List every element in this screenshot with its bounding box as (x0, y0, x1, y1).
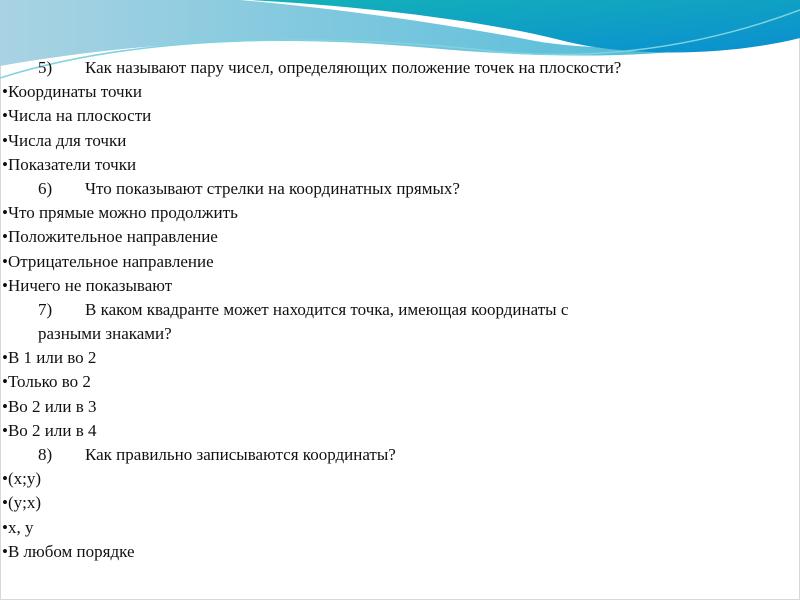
bullet: • (2, 396, 8, 416)
bullet: • (2, 372, 8, 392)
bullet: • (2, 154, 8, 174)
question-number: 6) (38, 178, 53, 198)
option-text: Положительное направление (7, 227, 218, 247)
bullet: • (2, 203, 8, 223)
option-text: Что прямые можно продолжить (7, 203, 238, 223)
option (0, 104, 800, 128)
option-text: Числа для точки (7, 130, 127, 150)
bullet: • (2, 493, 8, 513)
bullet: • (2, 106, 8, 126)
option-text: Во 2 или в 4 (7, 420, 97, 440)
question-number: 8) (38, 445, 53, 464)
bullet: • (2, 541, 8, 561)
option-text: Координаты точки (7, 82, 142, 102)
option-text: Числа на плоскости (7, 106, 152, 126)
bullet: • (2, 82, 8, 102)
option (0, 419, 800, 443)
bullet: • (2, 130, 8, 150)
question-number: 5) (38, 58, 53, 77)
option-text: Показатели точки (7, 154, 137, 174)
bullet: • (2, 469, 8, 489)
option (0, 129, 800, 153)
option-text: Отрицательное направление (7, 251, 214, 271)
option (0, 274, 800, 298)
question-text: В каком квадранте может находится точка, имеющая координаты с (85, 299, 569, 319)
option-text: (x;y) (7, 469, 41, 489)
question-number: 7) (38, 299, 53, 319)
question-5 (0, 56, 800, 80)
question-8 (0, 443, 800, 467)
option-text: x, y (7, 517, 34, 537)
option (0, 201, 800, 225)
option (0, 516, 800, 540)
option (0, 395, 800, 419)
bullet: • (2, 420, 8, 440)
option (0, 346, 800, 370)
bullet: • (2, 275, 8, 295)
option (0, 540, 800, 564)
question-6 (0, 177, 800, 201)
question-text: Как правильно записываются координаты? (85, 445, 396, 464)
bullet: • (2, 348, 8, 368)
question-text: Как называют пару чисел, определяющих положение точек на плоскости? (85, 58, 622, 77)
option (0, 250, 800, 274)
option (0, 491, 800, 515)
question-7 (0, 298, 800, 322)
option-text: Во 2 или в 3 (7, 396, 97, 416)
bullet: • (2, 251, 8, 271)
option (0, 80, 800, 104)
question-text: Что показывают стрелки на координатных прямых? (85, 178, 460, 198)
option-text: Только во 2 (7, 372, 91, 392)
question-7-continuation (0, 322, 800, 346)
question-text: разными знаками? (38, 324, 172, 344)
option-text: В любом порядке (7, 541, 135, 561)
option-text: Ничего не показывают (7, 275, 173, 295)
option (0, 467, 800, 491)
option (0, 153, 800, 177)
option-text: В 1 или во 2 (7, 348, 97, 368)
option-text: (y;x) (7, 493, 41, 513)
bullet: • (2, 517, 8, 537)
slide-content (0, 56, 800, 564)
option (0, 370, 800, 394)
option (0, 225, 800, 249)
bullet: • (2, 227, 8, 247)
